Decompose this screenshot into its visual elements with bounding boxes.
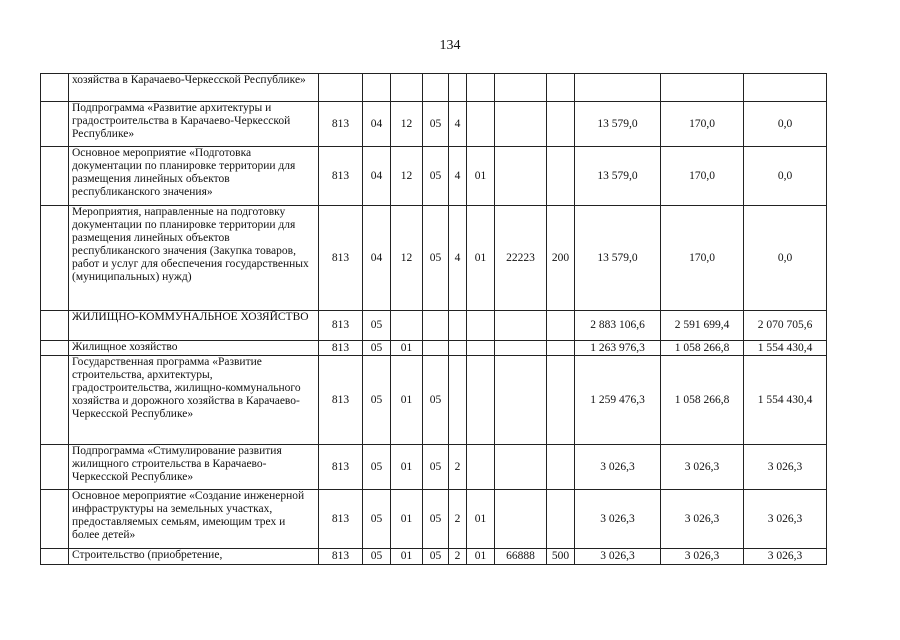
amount-year-2: 3 026,3	[661, 445, 744, 490]
table-row	[41, 445, 827, 490]
amount-year-1: 3 026,3	[575, 445, 661, 490]
amount-year-2	[661, 74, 744, 102]
program-code: 05	[423, 445, 449, 490]
subsection-code: 01	[391, 549, 423, 565]
amount-year-1: 2 883 106,6	[575, 311, 661, 341]
subsection-code: 01	[391, 490, 423, 549]
row-marker-cell	[41, 341, 69, 356]
section-code: 05	[363, 341, 391, 356]
amount-year-3: 0,0	[744, 147, 827, 206]
expense-name: ЖИЛИЩНО-КОММУНАЛЬНОЕ ХОЗЯЙСТВО	[69, 311, 319, 341]
ministry-code: 813	[319, 445, 363, 490]
direction-code	[495, 490, 547, 549]
program-code: 05	[423, 147, 449, 206]
subsection-code	[391, 74, 423, 102]
expense-name: Строительство (приобретение,	[69, 549, 319, 565]
expense-name: Основное мероприятие «Создание инженерной инфраструктуры на земельных участках, предоставляемых семьям, имеющим трех и более детей»	[69, 490, 319, 549]
section-code	[363, 74, 391, 102]
program-code	[423, 311, 449, 341]
page-number: 134	[439, 38, 461, 53]
amount-year-3: 0,0	[744, 206, 827, 311]
subsection-code: 01	[391, 356, 423, 445]
expense-type-code	[547, 311, 575, 341]
amount-year-2: 3 026,3	[661, 490, 744, 549]
ministry-code: 813	[319, 356, 363, 445]
expense-type-code	[547, 102, 575, 147]
expense-type-code	[547, 490, 575, 549]
direction-code	[495, 74, 547, 102]
subsection-code: 12	[391, 147, 423, 206]
program-code: 05	[423, 490, 449, 549]
event-code	[467, 74, 495, 102]
section-code: 05	[363, 311, 391, 341]
program-code	[423, 74, 449, 102]
table-row	[41, 341, 827, 356]
table-row	[41, 102, 827, 147]
program-code: 05	[423, 356, 449, 445]
event-code: 01	[467, 147, 495, 206]
event-code: 01	[467, 490, 495, 549]
table-row	[41, 549, 827, 565]
budget-table	[40, 73, 827, 565]
subsection-code: 01	[391, 341, 423, 356]
amount-year-1: 3 026,3	[575, 490, 661, 549]
expense-type-code	[547, 445, 575, 490]
row-marker-cell	[41, 147, 69, 206]
subprogram-code	[449, 341, 467, 356]
ministry-code: 813	[319, 206, 363, 311]
section-code: 04	[363, 102, 391, 147]
expense-name: Основное мероприятие «Подготовка документации по планировке территории для размещения линейных объектов республиканского значения»	[69, 147, 319, 206]
direction-code: 22223	[495, 206, 547, 311]
amount-year-2: 170,0	[661, 102, 744, 147]
ministry-code	[319, 74, 363, 102]
amount-year-2: 1 058 266,8	[661, 356, 744, 445]
table-row	[41, 311, 827, 341]
section-code: 05	[363, 549, 391, 565]
amount-year-2: 3 026,3	[661, 549, 744, 565]
subprogram-code	[449, 311, 467, 341]
amount-year-3: 1 554 430,4	[744, 341, 827, 356]
direction-code: 66888	[495, 549, 547, 565]
subprogram-code: 4	[449, 147, 467, 206]
direction-code	[495, 356, 547, 445]
subsection-code: 12	[391, 102, 423, 147]
row-marker-cell	[41, 74, 69, 102]
direction-code	[495, 102, 547, 147]
subsection-code: 01	[391, 445, 423, 490]
amount-year-1: 13 579,0	[575, 147, 661, 206]
subprogram-code: 4	[449, 206, 467, 311]
amount-year-2: 170,0	[661, 147, 744, 206]
direction-code	[495, 147, 547, 206]
section-code: 04	[363, 147, 391, 206]
direction-code	[495, 341, 547, 356]
subprogram-code: 2	[449, 445, 467, 490]
direction-code	[495, 311, 547, 341]
section-code: 05	[363, 445, 391, 490]
amount-year-1: 3 026,3	[575, 549, 661, 565]
expense-type-code: 200	[547, 206, 575, 311]
expense-name: хозяйства в Карачаево-Черкесской Республике»	[69, 74, 319, 102]
ministry-code: 813	[319, 490, 363, 549]
row-marker-cell	[41, 102, 69, 147]
expense-type-code	[547, 74, 575, 102]
amount-year-3: 0,0	[744, 102, 827, 147]
amount-year-1	[575, 74, 661, 102]
subprogram-code: 4	[449, 102, 467, 147]
direction-code	[495, 445, 547, 490]
event-code: 01	[467, 549, 495, 565]
subprogram-code	[449, 356, 467, 445]
amount-year-1: 1 263 976,3	[575, 341, 661, 356]
ministry-code: 813	[319, 549, 363, 565]
amount-year-2: 170,0	[661, 206, 744, 311]
amount-year-2: 1 058 266,8	[661, 341, 744, 356]
subprogram-code	[449, 74, 467, 102]
event-code	[467, 102, 495, 147]
expense-type-code	[547, 147, 575, 206]
table-row	[41, 356, 827, 445]
row-marker-cell	[41, 549, 69, 565]
subprogram-code: 2	[449, 490, 467, 549]
program-code: 05	[423, 206, 449, 311]
expense-name: Подпрограмма «Развитие архитектуры и градостроительства в Карачаево-Черкесской Республике»	[69, 102, 319, 147]
event-code	[467, 445, 495, 490]
subsection-code	[391, 311, 423, 341]
expense-type-code: 500	[547, 549, 575, 565]
event-code	[467, 356, 495, 445]
amount-year-2: 2 591 699,4	[661, 311, 744, 341]
subprogram-code: 2	[449, 549, 467, 565]
section-code: 04	[363, 206, 391, 311]
expense-type-code	[547, 341, 575, 356]
amount-year-3	[744, 74, 827, 102]
amount-year-1: 1 259 476,3	[575, 356, 661, 445]
ministry-code: 813	[319, 341, 363, 356]
program-code	[423, 341, 449, 356]
event-code: 01	[467, 206, 495, 311]
row-marker-cell	[41, 445, 69, 490]
amount-year-3: 2 070 705,6	[744, 311, 827, 341]
amount-year-1: 13 579,0	[575, 206, 661, 311]
subsection-code: 12	[391, 206, 423, 311]
section-code: 05	[363, 356, 391, 445]
amount-year-3: 3 026,3	[744, 490, 827, 549]
row-marker-cell	[41, 206, 69, 311]
ministry-code: 813	[319, 147, 363, 206]
amount-year-3: 3 026,3	[744, 549, 827, 565]
row-marker-cell	[41, 356, 69, 445]
table-row	[41, 74, 827, 102]
amount-year-3: 3 026,3	[744, 445, 827, 490]
table-row	[41, 490, 827, 549]
amount-year-1: 13 579,0	[575, 102, 661, 147]
row-marker-cell	[41, 490, 69, 549]
table-row	[41, 147, 827, 206]
row-marker-cell	[41, 311, 69, 341]
expense-name: Жилищное хозяйство	[69, 341, 319, 356]
expense-type-code	[547, 356, 575, 445]
program-code: 05	[423, 102, 449, 147]
expense-name: Мероприятия, направленные на подготовку документации по планировке территории для размещения линейных объектов республиканского значения (Закупка товаров, работ и услуг для обеспечения государственных (муниципальных) нужд)	[69, 206, 319, 311]
amount-year-3: 1 554 430,4	[744, 356, 827, 445]
ministry-code: 813	[319, 102, 363, 147]
table-row	[41, 206, 827, 311]
expense-name: Подпрограмма «Стимулирование развития жилищного строительства в Карачаево-Черкесской Республике»	[69, 445, 319, 490]
section-code: 05	[363, 490, 391, 549]
expense-name: Государственная программа «Развитие строительства, архитектуры, градостроительства, жилищно-коммунального хозяйства и дорожного хозяйства в Карачаево-Черкесской Республике»	[69, 356, 319, 445]
ministry-code: 813	[319, 311, 363, 341]
event-code	[467, 311, 495, 341]
program-code: 05	[423, 549, 449, 565]
event-code	[467, 341, 495, 356]
